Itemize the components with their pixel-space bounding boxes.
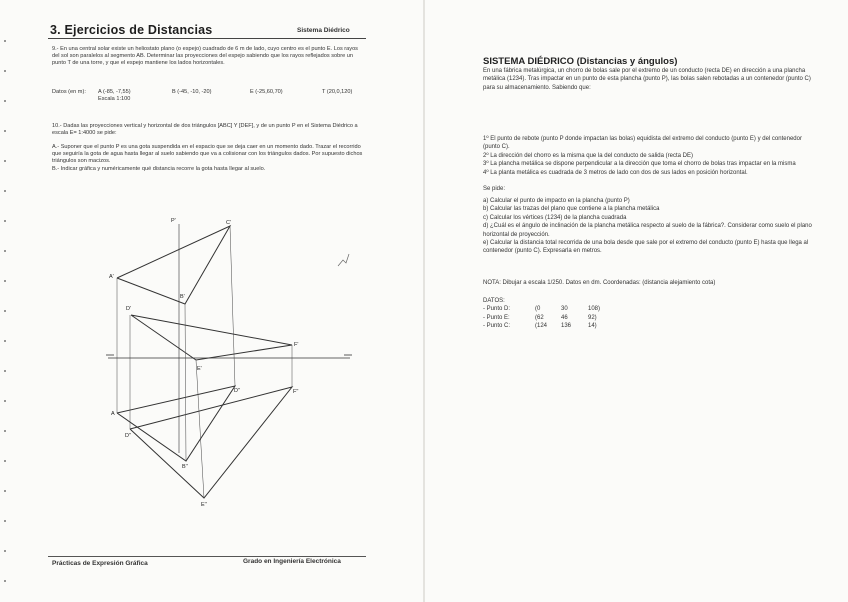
questions-list: [483, 197, 813, 256]
label-a1: A': [109, 274, 114, 280]
condition-item: 2º La dirección del chorro es la misma que la del conducto de salida (recta DE): [483, 152, 693, 159]
header-subject: Sistema Diédrico: [297, 27, 350, 34]
datos-point-name: - Punto E:: [483, 314, 510, 321]
exercise-10-text: 10.- Dadas las proyecciones vertical y horizontal de dos triángulos [ABC] Y [DEF], y de un punto P en el Sistema Diédrico a escala E= 1:4000 se pide:: [52, 123, 358, 136]
datos-y: 46: [561, 314, 568, 321]
hand-mark: [338, 254, 349, 266]
condition-item: 1º El punto de rebote (punto P donde impactan las bolas) equidista del extremo del conducto (punto E) y del contenedor (punto C).: [483, 136, 802, 151]
ref-line-b: [185, 304, 186, 461]
datos-z: 92): [588, 314, 597, 321]
triangle-def-vertical: [131, 315, 292, 360]
label-a2: A: [111, 411, 115, 417]
exercise-9-text: 9.- En una central solar existe un heliostato plano (o espejo) cuadrado de 6 m de lado, cuyo centro es el punto E. Los rayos del sol son paralelos al segmento AB. Determinar las proyecciones del espejo sabiendo que los rayos reflejados sobre un punto T de una torre, y que el espejo mantiene los lados horizontales.: [52, 46, 358, 66]
conditions-list: [483, 135, 813, 177]
datos-y: 136: [561, 323, 572, 330]
dihedral-drawing: [100, 205, 370, 510]
datos-b: B (-45, -10, -20): [172, 89, 212, 95]
label-f1: F': [294, 342, 299, 348]
datos-a: A (-85, -7,55): [98, 89, 131, 95]
label-d2: D'': [234, 388, 241, 394]
se-pide-label: Se pide:: [483, 186, 506, 192]
datos-z: 14): [588, 323, 597, 330]
footer-rule: [48, 556, 366, 557]
right-intro: En una fábrica metalúrgica, un chorro de bolas sale por el extremo de un conducto (recta DE) en dirección a una plancha metálica (1234). Tras impactar en un punto de esta plancha (punto P), las bolas salen rebotadas a un contenedor (punto C) para su almacenamiento. Sabiendo que:: [483, 68, 811, 91]
header-rule: [48, 38, 366, 39]
question-item: d) ¿Cuál es el ángulo de inclinación de la plancha metálica respecto al suelo de la fábrica?. Considerar como suelo el plano horizontal de proyección.: [483, 223, 812, 238]
datos-title: DATOS:: [483, 298, 505, 304]
label-b2: B'': [182, 464, 188, 470]
exercise-10-part-a: A.- Suponer que el punto P es una gota suspendida en el espacio que se deja caer en un momento dado. Trazar el recorrido que seguiría la gota de agua hasta llegar al suelo sabiendo que va a colisionar con los triángulos dados. Por supuesto dichos triángulos son macizos.: [52, 144, 363, 164]
condition-item: 4º La planta metálica es cuadrada de 3 metros de lado con dos de sus lados en posición horizontal.: [483, 169, 748, 176]
question-item: c) Calcular los vértices (1234) de la plancha cuadrada: [483, 214, 627, 221]
label-d1: D': [126, 306, 132, 312]
datos-z: 108): [588, 306, 601, 312]
question-item: e) Calcular la distancia total recorrida de una bola desde que sale por el extremo del conducto (punto E) hasta que llega al contenedor (punto C). Expresarla en metros.: [483, 240, 809, 255]
datos-t: T (20,0,120): [322, 89, 353, 95]
datos-x: (62: [535, 314, 544, 321]
right-title: SISTEMA DIÉDRICO (Distancias y ángulos): [483, 56, 678, 67]
datos-y: 30: [561, 306, 568, 312]
footer-course: Prácticas de Expresión Gráfica: [52, 560, 148, 567]
condition-item: 3º La plancha metálica se dispone perpendicular a la dirección que toma el chorro de bolas tras impactar en la misma: [483, 161, 796, 168]
page-fold: [423, 0, 425, 602]
datos-label: Datos (en m):: [52, 89, 86, 95]
datos-escala: Escala 1:100: [98, 96, 131, 102]
ref-line-c: [230, 226, 235, 386]
label-p1: P': [171, 218, 176, 224]
triangle-abc-vertical: [117, 226, 230, 304]
datos-e: E (-25,60,70): [250, 89, 283, 95]
ref-line-e: [196, 360, 204, 498]
nota-text: NOTA: Dibujar a escala 1/250. Datos en dm. Coordenadas: (distancia alejamiento cota): [483, 280, 716, 286]
label-b1: B': [180, 294, 185, 300]
label-e2: E'': [201, 502, 207, 508]
label-d3: D'': [125, 433, 132, 439]
binding-holes: [4, 0, 7, 602]
label-c1: C': [226, 220, 232, 226]
question-item: a) Calcular el punto de impacto en la plancha (punto P): [483, 198, 630, 204]
label-e1: E': [197, 366, 202, 372]
triangle-def-horizontal: [130, 387, 292, 498]
label-f2: F'': [293, 389, 299, 395]
datos-point-name: - Punto C:: [483, 323, 511, 330]
datos-point-name: - Punto D:: [483, 306, 511, 312]
exercise-10-part-b: B.- Indicar gráfica y numéricamente qué distancia recorre la gota hasta llegar al suelo.: [52, 166, 266, 172]
question-item: b) Calcular las trazas del plano que contiene a la plancha metálica: [483, 206, 660, 213]
datos-x: (0: [535, 306, 541, 312]
page-title: 3. Ejercicios de Distancias: [50, 23, 213, 37]
datos-x: (124: [535, 323, 548, 330]
triangle-abc-horizontal: [117, 386, 235, 461]
footer-degree: Grado en Ingeniería Electrónica: [243, 558, 341, 565]
